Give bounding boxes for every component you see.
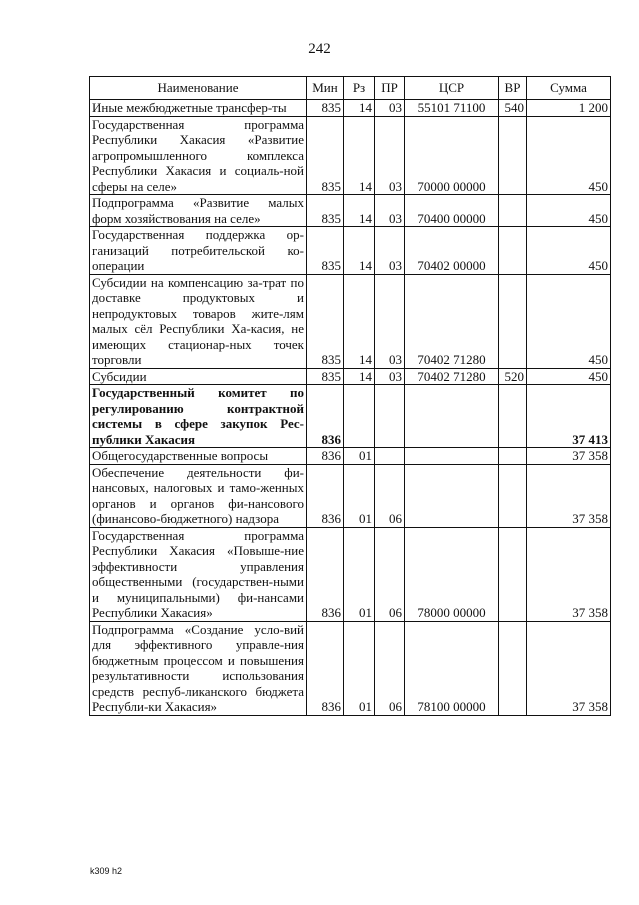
row-min: 836 bbox=[307, 621, 344, 715]
table-row bbox=[90, 227, 611, 275]
row-csr: 55101 71100 bbox=[405, 100, 499, 117]
row-vr bbox=[499, 195, 527, 227]
row-vr bbox=[499, 385, 527, 448]
row-rz: 14 bbox=[344, 100, 375, 117]
header-sum: Сумма bbox=[527, 77, 611, 100]
row-vr: 520 bbox=[499, 368, 527, 385]
row-pr: 06 bbox=[375, 621, 405, 715]
header-pr: ПР bbox=[375, 77, 405, 100]
header-min: Мин bbox=[307, 77, 344, 100]
row-rz: 01 bbox=[344, 464, 375, 527]
row-sum: 450 bbox=[527, 368, 611, 385]
row-pr: 03 bbox=[375, 227, 405, 275]
row-name: Государственная программа Республики Хакасия «Повыше-ние эффективности управления общественными (государствен-ными и муниципальными) фи-нансами Республики Хакасия» bbox=[90, 527, 307, 621]
row-pr: 03 bbox=[375, 195, 405, 227]
row-min: 835 bbox=[307, 368, 344, 385]
row-name: Иные межбюджетные трансфер-ты bbox=[90, 100, 307, 117]
row-name: Государственная программа Республики Хакасия «Развитие агропромышленного комплекса Республики Хакасия и социаль-ной сферы на селе» bbox=[90, 116, 307, 195]
table-row bbox=[90, 116, 611, 195]
header-name: Наименование bbox=[90, 77, 307, 100]
row-min: 836 bbox=[307, 385, 344, 448]
row-csr: 78100 00000 bbox=[405, 621, 499, 715]
row-name: Подпрограмма «Развитие малых форм хозяйствования на селе» bbox=[90, 195, 307, 227]
budget-table bbox=[89, 76, 611, 716]
row-csr: 70402 71280 bbox=[405, 368, 499, 385]
row-csr: 70402 71280 bbox=[405, 274, 499, 368]
row-csr: 70000 00000 bbox=[405, 116, 499, 195]
row-pr bbox=[375, 448, 405, 465]
row-pr: 06 bbox=[375, 527, 405, 621]
row-name: Субсидии на компенсацию за-трат по доставке продуктовых и непродуктовых товаров жите-лям малых сёл Республики Ха-касия, не имеющих стационар-ных точек торговли bbox=[90, 274, 307, 368]
row-rz: 14 bbox=[344, 116, 375, 195]
row-csr bbox=[405, 385, 499, 448]
row-min: 836 bbox=[307, 464, 344, 527]
row-pr: 03 bbox=[375, 368, 405, 385]
row-sum: 450 bbox=[527, 116, 611, 195]
table-row bbox=[90, 621, 611, 715]
row-sum: 1 200 bbox=[527, 100, 611, 117]
row-vr bbox=[499, 227, 527, 275]
document-code: k309 h2 bbox=[90, 866, 123, 876]
row-min: 835 bbox=[307, 227, 344, 275]
header-csr: ЦСР bbox=[405, 77, 499, 100]
row-sum: 450 bbox=[527, 227, 611, 275]
row-name: Государственный комитет по регулированию контрактной системы в сфере закупок Рес-публики Хакасия bbox=[90, 385, 307, 448]
row-pr: 06 bbox=[375, 464, 405, 527]
row-rz: 14 bbox=[344, 274, 375, 368]
table-row bbox=[90, 100, 611, 117]
table-row bbox=[90, 195, 611, 227]
row-vr bbox=[499, 527, 527, 621]
row-sum: 450 bbox=[527, 274, 611, 368]
table-row bbox=[90, 464, 611, 527]
table-row bbox=[90, 448, 611, 465]
row-name: Подпрограмма «Создание усло-вий для эффективного управле-ния бюджетным процессом и повышения результативности использования средств респуб-ликанского бюджета Республи-ки Хакасия» bbox=[90, 621, 307, 715]
row-rz: 14 bbox=[344, 368, 375, 385]
row-min: 835 bbox=[307, 116, 344, 195]
header-rz: Рз bbox=[344, 77, 375, 100]
row-pr bbox=[375, 385, 405, 448]
row-sum: 37 358 bbox=[527, 621, 611, 715]
table-row bbox=[90, 368, 611, 385]
row-sum: 37 358 bbox=[527, 527, 611, 621]
row-rz: 14 bbox=[344, 227, 375, 275]
row-min: 835 bbox=[307, 100, 344, 117]
row-rz: 01 bbox=[344, 527, 375, 621]
row-rz: 14 bbox=[344, 195, 375, 227]
row-min: 836 bbox=[307, 527, 344, 621]
row-rz: 01 bbox=[344, 621, 375, 715]
row-sum: 450 bbox=[527, 195, 611, 227]
table-row bbox=[90, 385, 611, 448]
row-csr bbox=[405, 448, 499, 465]
row-pr: 03 bbox=[375, 116, 405, 195]
row-vr bbox=[499, 448, 527, 465]
row-vr bbox=[499, 116, 527, 195]
row-min: 835 bbox=[307, 274, 344, 368]
table-header-row bbox=[90, 77, 611, 100]
header-vr: ВР bbox=[499, 77, 527, 100]
row-name: Государственная поддержка ор-ганизаций потребительской ко-операции bbox=[90, 227, 307, 275]
row-csr bbox=[405, 464, 499, 527]
row-name: Субсидии bbox=[90, 368, 307, 385]
row-vr bbox=[499, 621, 527, 715]
page-number: 242 bbox=[308, 41, 331, 57]
row-pr: 03 bbox=[375, 100, 405, 117]
row-name: Общегосударственные вопросы bbox=[90, 448, 307, 465]
row-min: 835 bbox=[307, 195, 344, 227]
table-row bbox=[90, 527, 611, 621]
row-sum: 37 413 bbox=[527, 385, 611, 448]
row-vr bbox=[499, 464, 527, 527]
row-csr: 70402 00000 bbox=[405, 227, 499, 275]
row-sum: 37 358 bbox=[527, 464, 611, 527]
row-csr: 78000 00000 bbox=[405, 527, 499, 621]
row-vr bbox=[499, 274, 527, 368]
row-rz bbox=[344, 385, 375, 448]
row-rz: 01 bbox=[344, 448, 375, 465]
row-vr: 540 bbox=[499, 100, 527, 117]
row-pr: 03 bbox=[375, 274, 405, 368]
row-min: 836 bbox=[307, 448, 344, 465]
row-csr: 70400 00000 bbox=[405, 195, 499, 227]
row-name: Обеспечение деятельности фи-нансовых, налоговых и тамо-женных органов и органов фи-нансового (финансово-бюджетного) надзора bbox=[90, 464, 307, 527]
table-row bbox=[90, 274, 611, 368]
row-sum: 37 358 bbox=[527, 448, 611, 465]
